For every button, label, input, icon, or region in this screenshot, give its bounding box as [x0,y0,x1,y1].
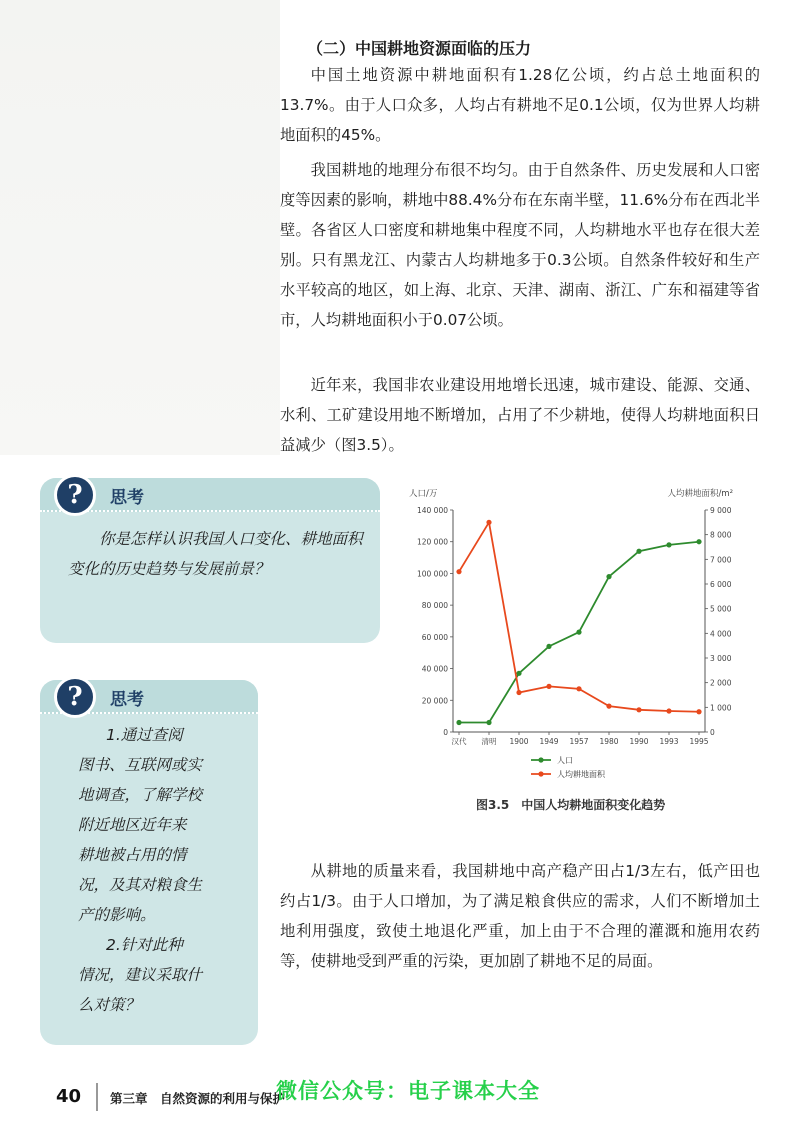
x-tick-label: 1995 [689,737,709,746]
x-tick-label: 1949 [539,737,559,746]
right-tick-label: 5 000 [710,604,732,614]
series-2-point [486,520,491,525]
x-tick-label: 1900 [509,737,529,746]
page-number: 40 [56,1086,82,1107]
right-tick-label: 4 000 [710,629,732,639]
series-2-point [636,707,641,712]
chart-figure [405,478,765,818]
population-farmland-chart [405,478,765,788]
paragraph-4: 从耕地的质量来看，我国耕地中高产稳产田占1/3左右，低产田也约占1/3。由于人口增加，为了满足粮食供应的需求，人们不断增加土地利用强度，致使土地退化严重，加上由于不合理的灌溉和施用农药等，使耕地受到严重的污染，更加剧了耕地不足的局面。 [280,862,760,970]
legend-label-2: 人均耕地面积 [557,770,605,779]
section-title: （二）中国耕地资源面临的压力 [307,39,532,58]
chapter-title: 第三章 自然资源的利用与保护 [110,1091,286,1106]
series-1-point [696,539,701,544]
think-box-2-line: 附近地区近年来 [78,816,187,834]
left-axis-title: 人口/万 [409,489,438,499]
x-tick-label: 1980 [599,737,619,746]
watermark-text: 微信公众号：电子课本大全 [276,1079,540,1103]
series-1-point [636,549,641,554]
think-box-2-line: 地调查，了解学校 [78,786,203,804]
think-box-2-line: 耕地被占用的情 [78,846,187,864]
think-box-2-line: 图书、互联网或实 [78,756,203,774]
think-box-1-text: 你是怎样认识我国人口变化、耕地面积变化的历史趋势与发展前景？ [68,530,363,578]
think-box-1 [40,478,380,643]
right-axis-title: 人均耕地面积/m² [667,489,733,499]
left-tick-label: 140 000 [416,506,448,515]
background-shade [0,0,280,455]
think-box-2-line: 2.针对此种 [106,936,183,954]
series-1-point [576,630,581,635]
series-1-point [486,720,491,725]
think-box-2-line: 况，及其对粮食生 [78,876,203,894]
left-tick-label: 80 000 [421,601,448,611]
series-1-point [606,574,611,579]
series-2-point [546,684,551,689]
think-box-2-line: 情况，建议采取什 [78,966,203,984]
right-tick-label: 1 000 [710,703,732,713]
right-tick-label: 6 000 [710,580,732,589]
think-box-2-line: 产的影响。 [78,906,156,924]
think-box-1-title: 思考 [110,488,144,508]
left-tick-label: 40 000 [421,664,448,674]
left-tick-label: 0 [443,728,448,737]
question-icon: ? [54,676,96,718]
paragraph-2: 我国耕地的地理分布很不均匀。由于自然条件、历史发展和人口密度等因素的影响，耕地中88.4%分布在东南半壁，11.6%分布在西北半壁。各省区人口密度和耕地集中程度不同，人均耕地水平也存在很大差别。只有黑龙江、内蒙古人均耕地多于0.3公顷。自然条件较好和生产水平较高的地区，如上海、北京、天津、湖南、浙江、广东和福建等省市，人均耕地面积小于0.07公顷。 [280,161,760,329]
right-tick-label: 7 000 [710,555,732,565]
legend-marker-2 [538,771,543,776]
think-box-2-line: 1.通过查阅 [106,726,183,744]
series-2-point [666,708,671,713]
left-tick-label: 120 000 [416,537,448,547]
x-tick-label: 1957 [569,737,589,746]
series-2-point [696,709,701,714]
paragraph-1: 中国土地资源中耕地面积有1.28亿公顷，约占总土地面积的13.7%。由于人口众多，人均占有耕地不足0.1公顷，仅为世界人均耕地面积的45%。 [280,66,760,144]
paragraph-3: 近年来，我国非农业建设用地增长迅速，城市建设、能源、交通、水利、工矿建设用地不断增加，占用了不少耕地，使得人均耕地面积日益减少（图3.5）。 [280,376,760,454]
series-1-point [456,720,461,725]
series-1-point [546,644,551,649]
x-tick-label: 清明 [481,737,497,746]
series-2-point [456,569,461,574]
question-icon: ? [54,474,96,516]
right-tick-label: 8 000 [710,530,732,540]
think-box-2-title: 思考 [110,690,144,710]
right-tick-label: 3 000 [710,654,732,663]
series-2-point [606,704,611,709]
left-tick-label: 20 000 [421,696,448,706]
right-tick-label: 0 [710,728,715,737]
series-1-point [666,542,671,547]
legend-marker-1 [538,757,543,762]
legend-label-1: 人口 [557,756,573,765]
series-line-2 [459,522,699,711]
series-2-point [576,686,581,691]
x-tick-label: 1993 [659,737,679,746]
x-tick-label: 1990 [629,737,649,746]
series-2-point [516,690,521,695]
think-box-2 [40,680,258,1045]
series-1-point [516,671,521,676]
think-box-2-line: 么对策？ [78,996,141,1014]
figure-caption: 图3.5 中国人均耕地面积变化趋势 [476,798,666,812]
footer-divider [96,1083,98,1111]
right-tick-label: 9 000 [710,506,732,515]
right-tick-label: 2 000 [710,678,732,688]
left-tick-label: 100 000 [416,569,448,579]
left-tick-label: 60 000 [421,632,448,642]
x-tick-label: 汉代 [451,737,467,746]
